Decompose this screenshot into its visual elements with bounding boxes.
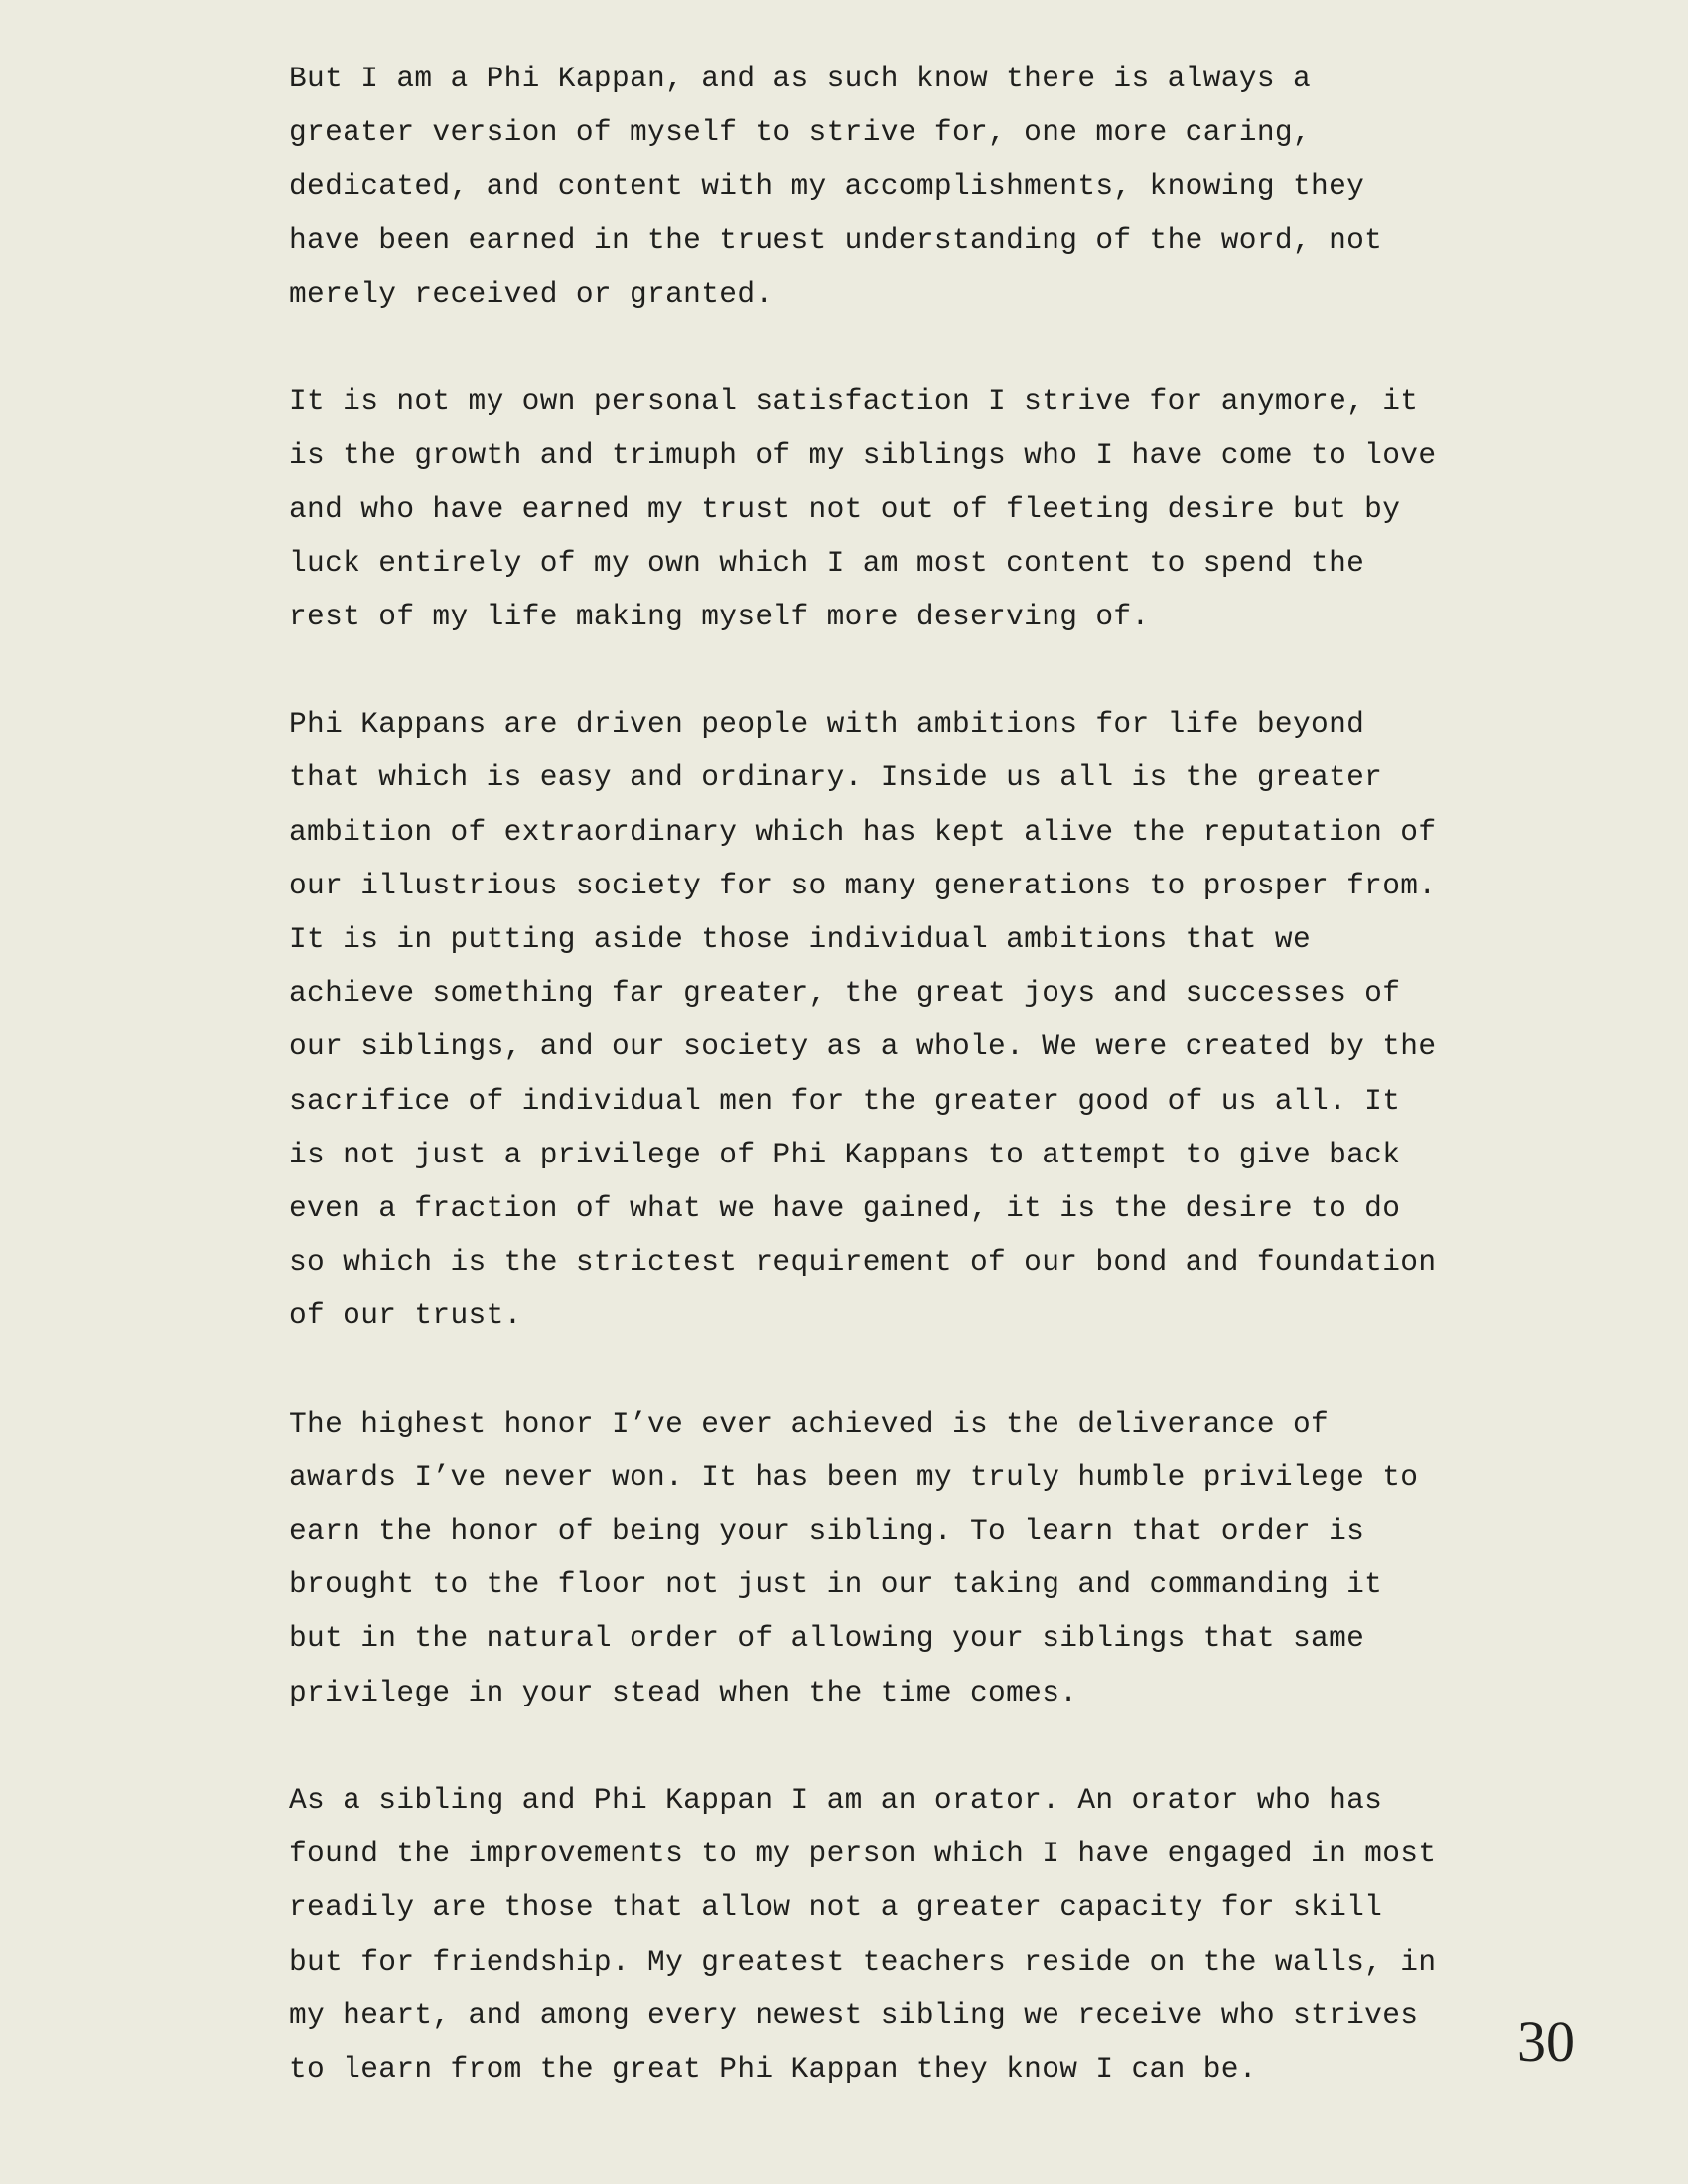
text-line: earn the honor of being your sibling. To learn that order is bbox=[289, 1514, 1365, 1549]
text-line: have been earned in the truest understanding of the word, not bbox=[289, 222, 1383, 257]
text-line: sacrifice of individual men for the greater good of us all. It bbox=[289, 1083, 1401, 1118]
text-line: to learn from the great Phi Kappan they know I can be. bbox=[289, 2051, 1257, 2086]
text-line: that which is easy and ordinary. Inside us all is the greater bbox=[289, 760, 1383, 795]
text-line: But I am a Phi Kappan, and as such know there is always a bbox=[289, 62, 1312, 95]
text-line: It is in putting aside those individual ambitions that we bbox=[289, 922, 1312, 956]
text-line: privilege in your stead when the time comes. bbox=[289, 1675, 1078, 1709]
paragraph bbox=[289, 1773, 1437, 2096]
text-line: rest of my life making myself more deserving of. bbox=[289, 599, 1150, 633]
text-line: dedicated, and content with my accomplishments, knowing they bbox=[289, 169, 1365, 204]
text-line: awards I’ve never won. It has been my truly humble privilege to bbox=[289, 1459, 1419, 1494]
text-line: Phi Kappans are driven people with ambitions for life beyond bbox=[289, 707, 1365, 742]
text-line: our illustrious society for so many generations to prosper from. bbox=[289, 868, 1437, 902]
paragraph bbox=[289, 1397, 1421, 1719]
text-line: As a sibling and Phi Kappan I am an orator. An orator who has bbox=[289, 1783, 1383, 1817]
text-line: luck entirely of my own which I am most content to spend the bbox=[289, 545, 1365, 580]
text-line: It is not my own personal satisfaction I strive for anymore, it bbox=[289, 384, 1419, 419]
text-line: is the growth and trimuph of my siblings who I have come to love bbox=[289, 438, 1437, 473]
paragraph bbox=[289, 52, 1421, 321]
text-line: greater version of myself to strive for, one more caring, bbox=[289, 115, 1312, 150]
text-line: but for friendship. My greatest teachers reside on the walls, in bbox=[289, 1944, 1437, 1979]
text-line: brought to the floor not just in our taking and commanding it bbox=[289, 1568, 1383, 1602]
text-line: but in the natural order of allowing your siblings that same bbox=[289, 1621, 1365, 1656]
text-line: our siblings, and our society as a whole. We were created by the bbox=[289, 1029, 1437, 1064]
paragraph bbox=[289, 697, 1437, 1342]
text-line: merely received or granted. bbox=[289, 276, 774, 311]
text-line: ambition of extraordinary which has kept alive the reputation of bbox=[289, 814, 1437, 849]
text-line: readily are those that allow not a greater capacity for skill bbox=[289, 1890, 1383, 1925]
text-line: my heart, and among every newest sibling we receive who strives bbox=[289, 1997, 1419, 2032]
text-line: found the improvements to my person which I have engaged in most bbox=[289, 1837, 1437, 1871]
text-line: of our trust. bbox=[289, 1298, 522, 1333]
text-line: and who have earned my trust not out of fleeting desire but by bbox=[289, 491, 1401, 526]
text-line: so which is the strictest requirement of our bond and foundation bbox=[289, 1245, 1437, 1280]
page-number: 30 bbox=[1517, 2009, 1575, 2074]
body-text bbox=[289, 52, 1437, 2096]
text-line: achieve something far greater, the great joys and successes of bbox=[289, 976, 1401, 1011]
paragraph bbox=[289, 374, 1437, 643]
text-line: The highest honor I’ve ever achieved is the deliverance of bbox=[289, 1406, 1330, 1440]
text-line: even a fraction of what we have gained, it is the desire to do bbox=[289, 1190, 1401, 1225]
text-line: is not just a privilege of Phi Kappans to attempt to give back bbox=[289, 1137, 1401, 1171]
